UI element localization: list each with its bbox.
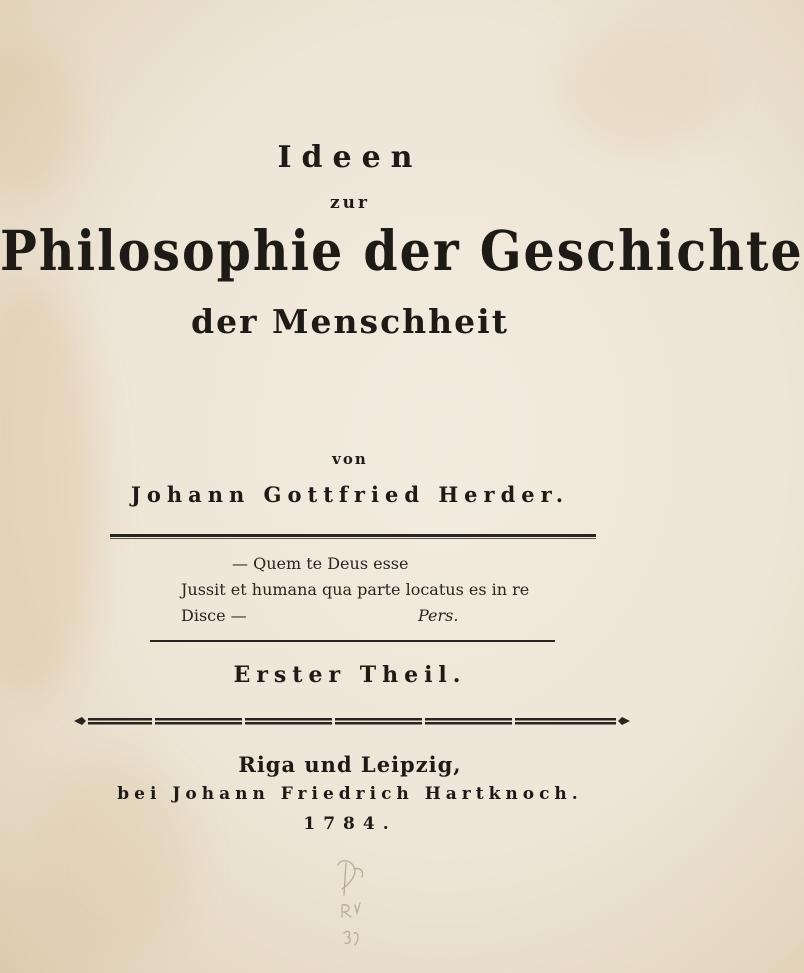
ornamental-rule xyxy=(72,714,632,728)
imprint-place: Riga und Leipzig, xyxy=(238,752,462,777)
epigraph-line-3: Disce — xyxy=(181,606,247,625)
byline-von: von xyxy=(332,450,368,468)
epigraph-line-2: Jussit et humana qua parte locatus es in re xyxy=(181,580,530,599)
rule-thick xyxy=(110,534,596,537)
title-zur: zur xyxy=(330,193,370,213)
title-main: Philosophie der Geschichte xyxy=(0,218,804,284)
epigraph-attribution: Pers. xyxy=(418,606,459,625)
imprint-publisher: bei Johann Friedrich Hartknoch. xyxy=(117,784,583,804)
paper-stain xyxy=(560,30,720,150)
rule-thin xyxy=(110,538,596,539)
epigraph-line-1: — Quem te Deus esse xyxy=(232,554,409,573)
imprint-year: 1784. xyxy=(303,814,397,834)
rule-epigraph xyxy=(150,640,555,642)
title-ideen: Ideen xyxy=(277,140,423,175)
title-der-menschheit: der Menschheit xyxy=(191,302,509,341)
paper-stain xyxy=(0,40,80,200)
volume-label: Erster Theil. xyxy=(233,662,467,688)
handwritten-shelfmark xyxy=(320,855,380,955)
author-name: Johann Gottfried Herder. xyxy=(130,482,570,507)
